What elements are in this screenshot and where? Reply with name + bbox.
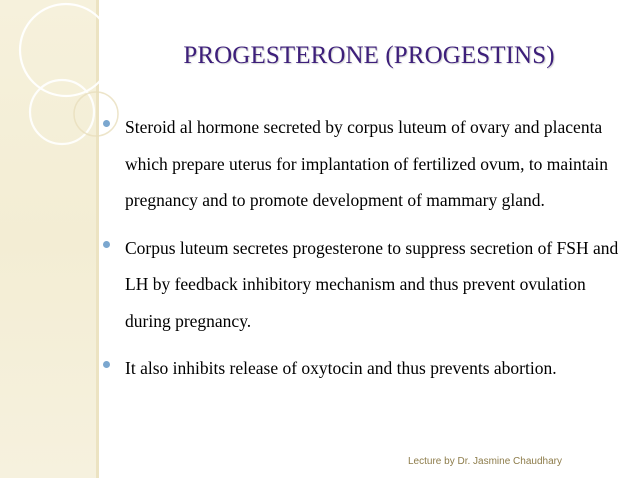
- deco-circle-medium: [30, 80, 94, 144]
- slide-title: PROGESTERONE (PROGESTINS): [183, 42, 555, 69]
- deco-circle-large: [20, 4, 112, 96]
- bullet-item: [101, 230, 631, 340]
- footer-credit: Lecture by Dr. Jasmine Chaudhary: [408, 456, 562, 467]
- bullet-text: It also inhibits release of oxytocin and thus prevents abortion.: [125, 358, 557, 378]
- bullet-text: Steroid al hormone secreted by corpus luteum of ovary and placenta which prepare uterus for implantation of fertilized ovum, to maintain pregnancy and to promote development of mammary gland.: [125, 117, 609, 210]
- bullet-dot-icon: [103, 241, 110, 248]
- bullet-dot-icon: [103, 361, 110, 368]
- bullet-text: Corpus luteum secretes progesterone to suppress secretion of FSH and LH by feedback inhibitory mechanism and thus prevent ovulation during pregnancy.: [125, 237, 619, 331]
- bullet-item: [101, 109, 631, 219]
- bullet-item: [101, 350, 631, 387]
- bullet-dot-icon: [103, 120, 110, 127]
- bullet-list: [101, 109, 631, 398]
